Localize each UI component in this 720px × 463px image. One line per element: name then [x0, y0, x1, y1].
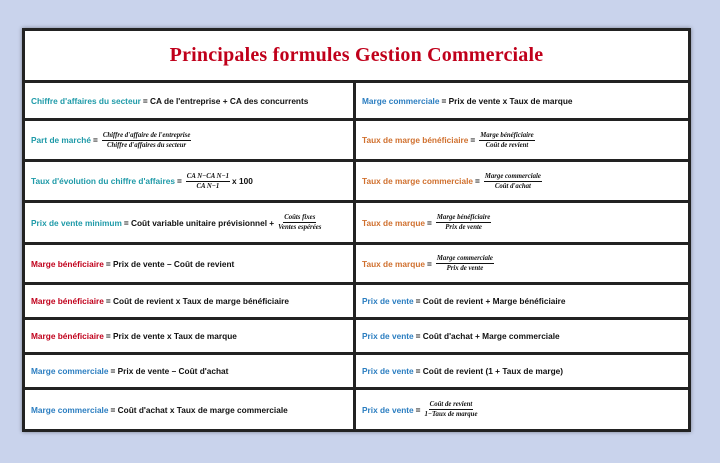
formula-label: Prix de vente [362, 296, 414, 306]
formula-suffix: x 100 [232, 176, 253, 186]
formula-label: Chiffre d'affaires du secteur [31, 95, 141, 106]
formula-expression: = Coût de revient (1 + Taux de marge) [415, 366, 564, 376]
fraction-numerator: Coûts fixes [284, 214, 316, 221]
formula-label: Marge commerciale [31, 404, 109, 415]
formula-label: Taux de marge commerciale [362, 176, 473, 186]
formula-cell-r2-left [25, 121, 353, 159]
equals-sign: = [474, 176, 480, 186]
formula-label: Marge bénéficiaire [31, 258, 104, 269]
formula-cell-r8-right [356, 355, 688, 387]
fraction [102, 132, 192, 149]
formula-label: Prix de vente [362, 404, 414, 415]
equals-sign: = [427, 258, 432, 269]
formula-cell-r5-right [356, 245, 688, 282]
fraction-denominator: Ventes espérées [278, 224, 322, 231]
fraction-numerator: Marge commerciale [436, 255, 493, 262]
formula-expression: = Prix de vente – Coût de revient [105, 258, 235, 269]
fraction-numerator: Chiffre d'affaire de l'entreprise [102, 131, 191, 139]
fraction [425, 401, 478, 418]
equals-sign: = [176, 176, 182, 186]
formula-cell-r5-left [25, 245, 353, 282]
formula-cell-r7-right [356, 320, 688, 352]
fraction [484, 173, 542, 190]
formula-expression: = Coût variable unitaire prévisionnel + [123, 217, 275, 228]
fraction-denominator: Chiffre d'affaires du secteur [106, 141, 187, 149]
formula-cell-r7-left [25, 320, 353, 352]
formula-expression: = Prix de vente x Taux de marque [105, 331, 237, 341]
formula-cell-r4-right [356, 203, 688, 242]
formula-cell-r9-right [356, 390, 688, 429]
formula-cell-r4-left [25, 203, 353, 242]
formula-cell-r1-left [25, 83, 353, 118]
fraction-denominator: Coût de revient [485, 141, 529, 149]
formula-table [22, 28, 691, 432]
formula-cell-r6-right [356, 285, 688, 317]
formula-label: Marge bénéficiaire [31, 331, 104, 341]
formula-label: Prix de vente [362, 331, 414, 341]
fraction [479, 132, 534, 149]
fraction-denominator: Prix de vente [446, 265, 484, 272]
fraction [186, 173, 230, 190]
formula-label: Taux de marque [362, 258, 426, 269]
formula-expression: = Coût d'achat + Marge commerciale [415, 331, 560, 341]
formula-expression: = Coût de revient x Taux de marge bénéficiaire [105, 296, 289, 306]
formula-expression: = Coût d'achat x Taux de marge commerciale [110, 404, 288, 415]
formula-label: Marge commerciale [31, 366, 109, 376]
formula-expression: = CA de l'entreprise + CA des concurrents [142, 95, 309, 106]
formula-label: Marge commerciale [362, 95, 440, 106]
formula-expression: = Prix de vente – Coût d'achat [110, 366, 229, 376]
equals-sign: = [470, 135, 476, 145]
title-cell [25, 31, 688, 80]
formula-label: Prix de vente minimum [31, 217, 122, 228]
fraction-denominator: Coût d'achat [494, 182, 531, 190]
formula-cell-r3-right [356, 162, 688, 200]
formula-label: Prix de vente [362, 366, 414, 376]
fraction [436, 214, 491, 231]
fraction-denominator: 1−Taux de marque [424, 411, 478, 418]
formula-cell-r3-left [25, 162, 353, 200]
fraction-numerator: CA N−CA N−1 [186, 172, 230, 180]
fraction [436, 255, 494, 272]
page-title: Principales formules Gestion Commerciale [169, 44, 544, 66]
fraction-denominator: CA N−1 [196, 182, 220, 190]
fraction-numerator: Marge bénéficiaire [436, 214, 491, 221]
formula-cell-r6-left [25, 285, 353, 317]
formula-expression: = Prix de vente x Taux de marque [441, 95, 573, 106]
fraction [278, 214, 321, 231]
formula-cell-r1-right [356, 83, 688, 118]
formula-cell-r9-left [25, 390, 353, 429]
equals-sign: = [427, 217, 432, 228]
formula-cell-r2-right [356, 121, 688, 159]
formula-label: Part de marché [31, 135, 91, 145]
formula-expression: = Coût de revient + Marge bénéficiaire [415, 296, 566, 306]
fraction-numerator: Marge bénéficiaire [480, 131, 534, 139]
equals-sign: = [92, 135, 98, 145]
formula-label: Taux de marque [362, 217, 426, 228]
formula-cell-r8-left [25, 355, 353, 387]
fraction-numerator: Marge commerciale [484, 172, 541, 180]
equals-sign: = [415, 404, 421, 415]
fraction-denominator: Prix de vente [445, 224, 482, 231]
formula-label: Taux d'évolution du chiffre d'affaires [31, 176, 175, 186]
formula-label: Taux de marge bénéficiaire [362, 135, 469, 145]
formula-label: Marge bénéficiaire [31, 296, 104, 306]
fraction-numerator: Coût de revient [429, 401, 473, 408]
